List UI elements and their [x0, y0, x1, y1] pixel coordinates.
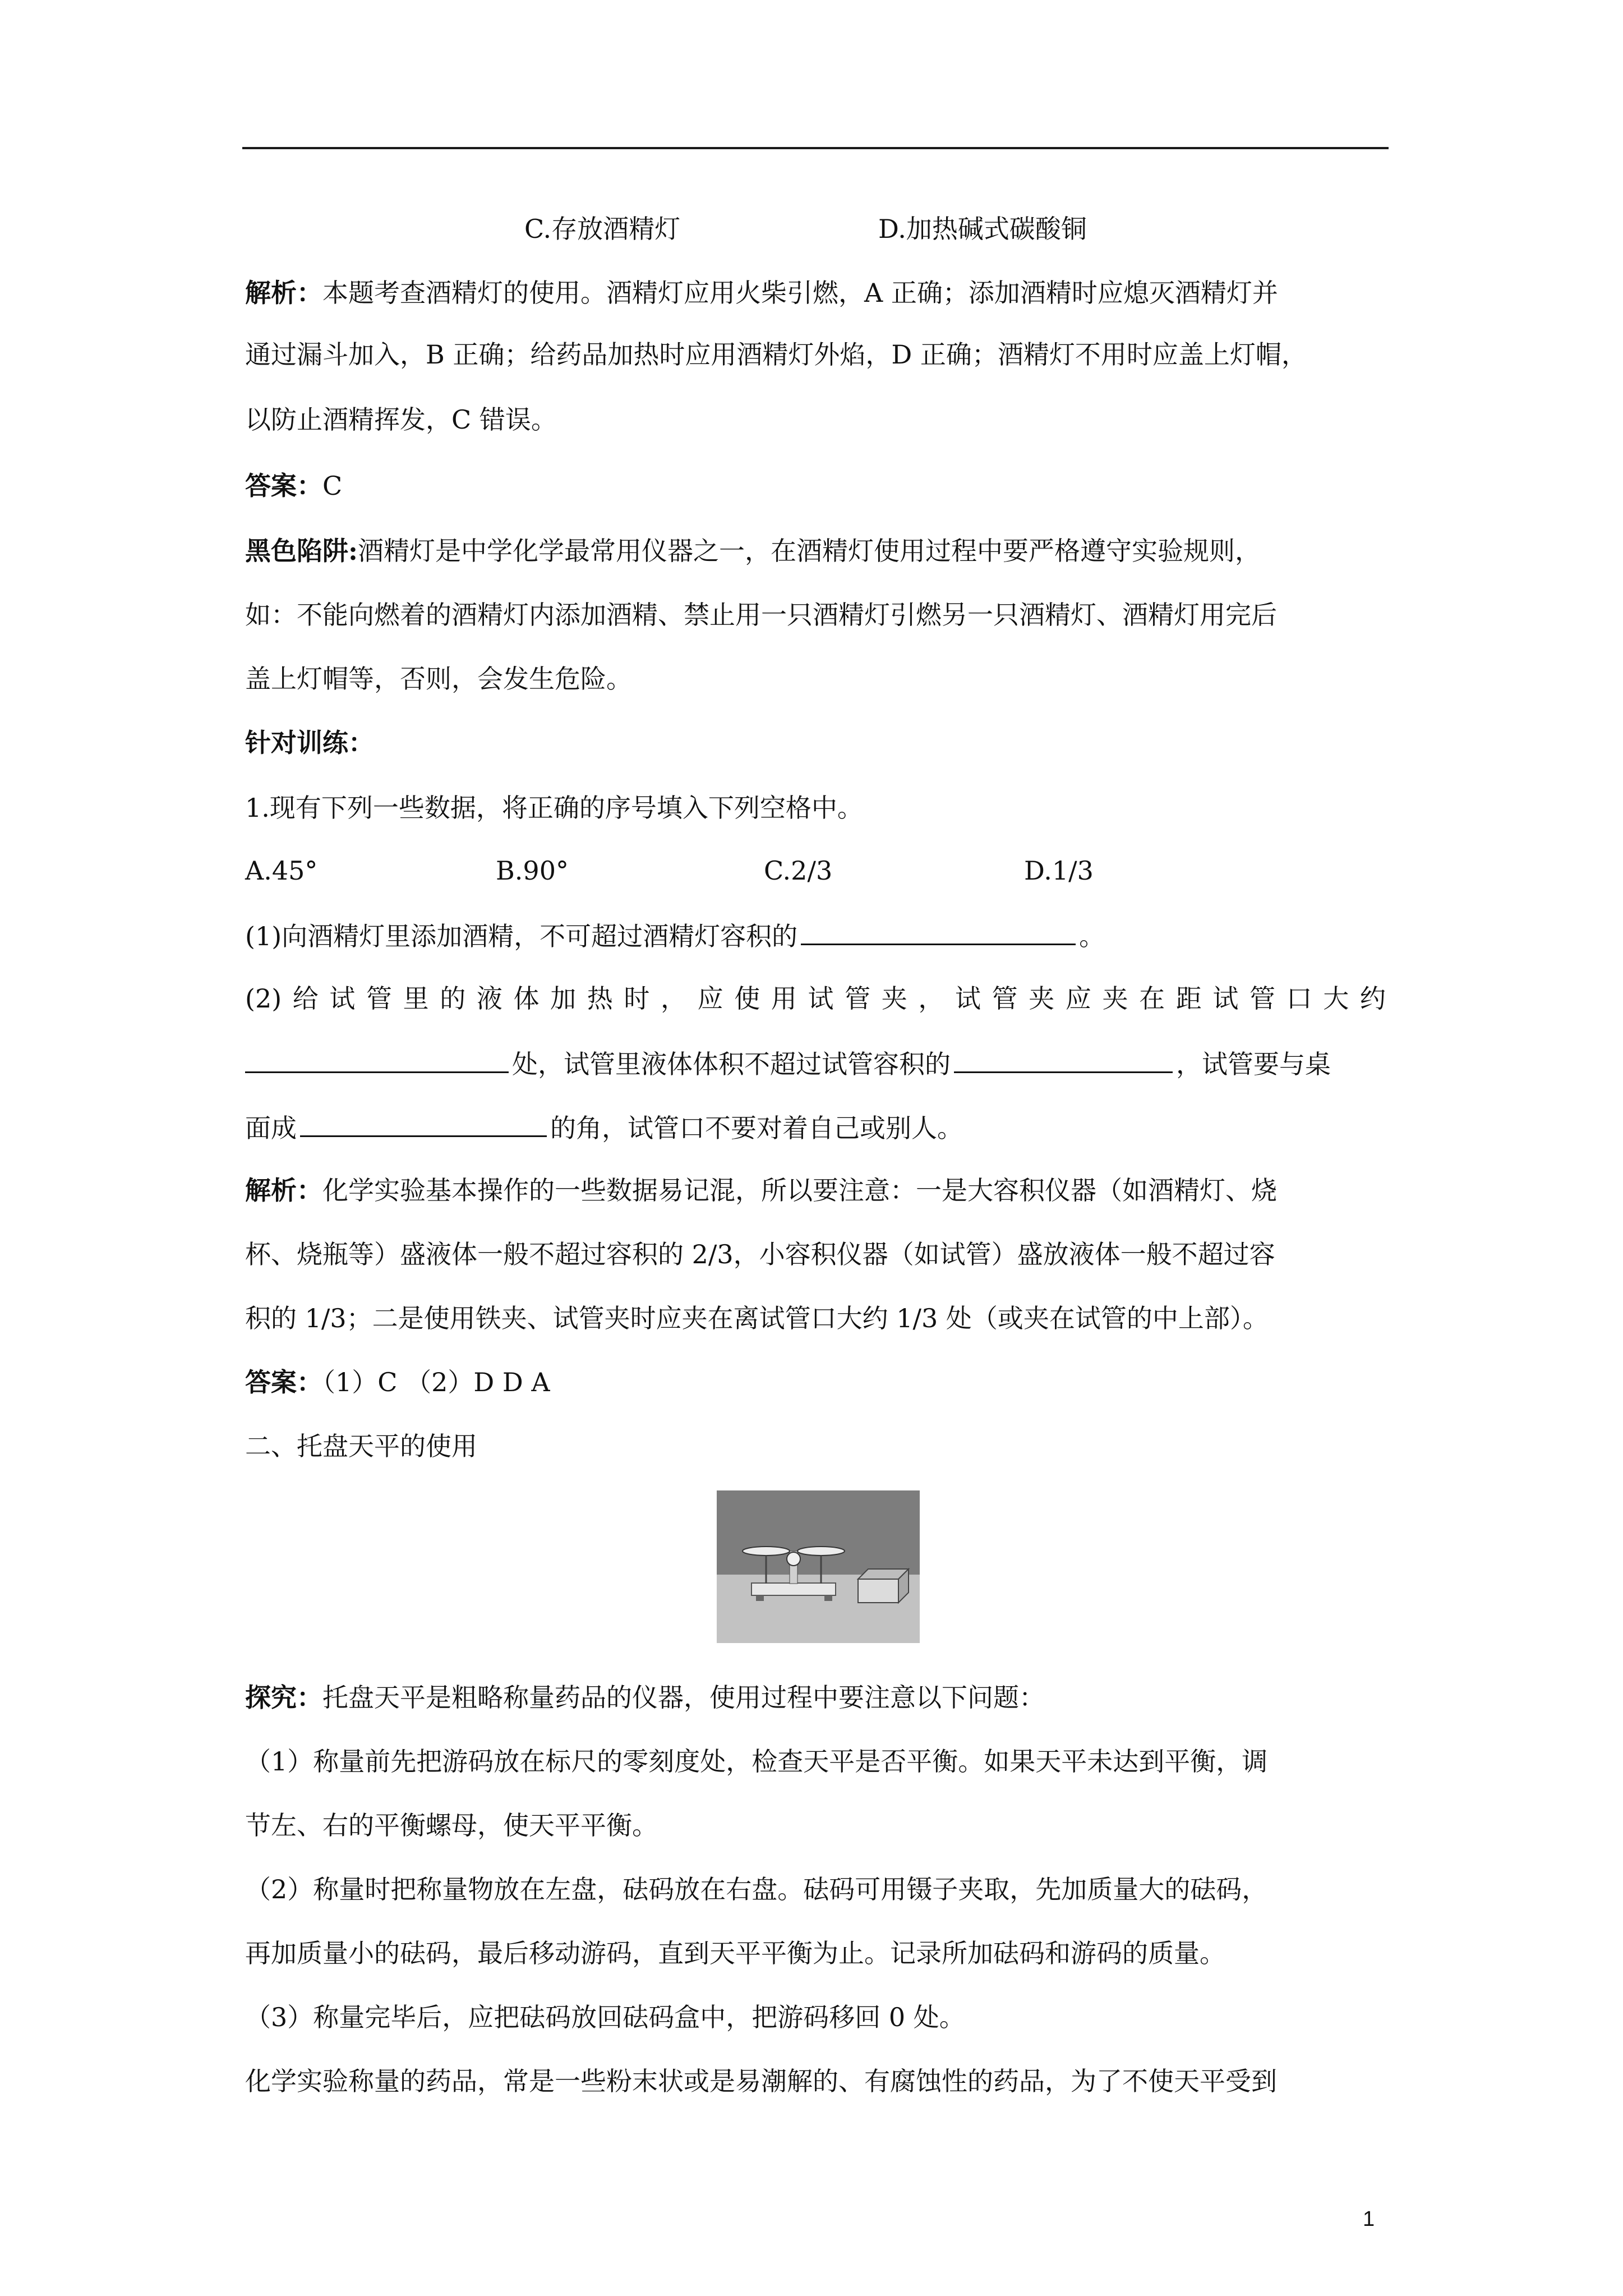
balance-photo	[717, 1490, 920, 1643]
explanation-2-line-3: 积的 1/3；二是使用铁夹、试管夹时应夹在离试管口大约 1/3 处（或夹在试管的中上部）。	[245, 1303, 1269, 1333]
option-c-prev: C.存放酒精灯	[524, 214, 681, 244]
inquiry-line: 探究：托盘天平是粗略称量药品的仪器，使用过程中要注意以下问题：	[245, 1682, 1045, 1713]
step-3: （3）称量完毕后，应把砝码放回砝码盒中，把游码移回 0 处。	[245, 2002, 965, 2032]
balance-illustration	[717, 1490, 920, 1643]
page-number: 1	[1363, 2207, 1375, 2231]
inquiry-label: 探究：	[245, 1682, 322, 1713]
trap-label: 黑色陷阱:	[245, 536, 358, 566]
option-b: B.90°	[496, 855, 569, 886]
question-1-part-2-line-2: 处，试管里液体体积不超过试管容积的 ，试管要与桌	[245, 1046, 1331, 1081]
answer-label: 答案：	[245, 1367, 322, 1397]
option-d-prev: D.加热碱式碳酸铜	[878, 214, 1087, 244]
explanation-label: 解析：	[245, 278, 322, 308]
answer-1: 答案：C	[245, 471, 343, 501]
answer-blank-1[interactable]	[801, 918, 1076, 945]
answer-blank-3[interactable]	[954, 1046, 1173, 1073]
step-2-line-1: （2）称量时把称量物放在左盘，砝码放在右盘。砝码可用镊子夹取，先加质量大的砝码，	[245, 1874, 1268, 1904]
question-1-part-1: (1)向酒精灯里添加酒精，不可超过酒精灯容积的 。	[245, 918, 1105, 953]
practice-heading: 针对训练：	[245, 728, 374, 758]
option-a: A.45°	[245, 855, 318, 886]
option-d: D.1/3	[1024, 855, 1094, 886]
question-1-stem: 1.现有下列一些数据，将正确的序号填入下列空格中。	[245, 793, 863, 823]
trap-line-3: 盖上灯帽等，否则，会发生危险。	[245, 664, 632, 694]
explanation-2-line-2: 杯、烧瓶等）盛液体一般不超过容积的 2/3，小容积仪器（如试管）盛放液体一般不超过容	[245, 1239, 1275, 1269]
explanation-1-line-2: 通过漏斗加入，B 正确；给药品加热时应用酒精灯外焰，D 正确；酒精灯不用时应盖上灯帽，	[245, 339, 1307, 370]
section-2-title: 二、托盘天平的使用	[245, 1431, 477, 1461]
answer-blank-2[interactable]	[245, 1046, 509, 1073]
step-2-line-2: 再加质量小的砝码，最后移动游码，直到天平平衡为止。记录所加砝码和游码的质量。	[245, 1938, 1225, 1968]
option-c: C.2/3	[764, 855, 833, 886]
step-1-line-2: 节左、右的平衡螺母，使天平平衡。	[245, 1810, 658, 1841]
question-1-part-2-line-1: (2) 给 试 管 里 的 液 体 加 热 时 ， 应 使 用 试 管 夹 ， 试 管 夹 应 夹 在 距 试 管 口 大 约	[245, 983, 1386, 1014]
question-1-part-2-line-3: 面成 的角，试管口不要对着自己或别人。	[245, 1110, 963, 1145]
explanation-1-line-1: 解析：本题考查酒精灯的使用。酒精灯应用火柴引燃，A 正确；添加酒精时应熄灭酒精灯并	[245, 278, 1278, 308]
answer-label: 答案：	[245, 471, 322, 501]
step-1-line-1: （1）称量前先把游码放在标尺的零刻度处，检查天平是否平衡。如果天平未达到平衡，调	[245, 1746, 1268, 1777]
trap-line-1: 黑色陷阱:酒精灯是中学化学最常用仪器之一，在酒精灯使用过程中要严格遵守实验规则，	[245, 536, 1261, 566]
answer-blank-4[interactable]	[300, 1110, 547, 1137]
explanation-1-line-3: 以防止酒精挥发，C 错误。	[245, 404, 557, 435]
answer-2: 答案：（1）C （2）D D A	[245, 1367, 550, 1397]
closing-line: 化学实验称量的药品，常是一些粉末状或是易潮解的、有腐蚀性的药品，为了不使天平受到	[245, 2066, 1277, 2096]
trap-line-2: 如：不能向燃着的酒精灯内添加酒精、禁止用一只酒精灯引燃另一只酒精灯、酒精灯用完后	[245, 600, 1277, 630]
header-rule	[242, 147, 1389, 149]
explanation-label: 解析：	[245, 1175, 322, 1205]
explanation-2-line-1: 解析：化学实验基本操作的一些数据易记混，所以要注意：一是大容积仪器（如酒精灯、烧	[245, 1175, 1277, 1205]
